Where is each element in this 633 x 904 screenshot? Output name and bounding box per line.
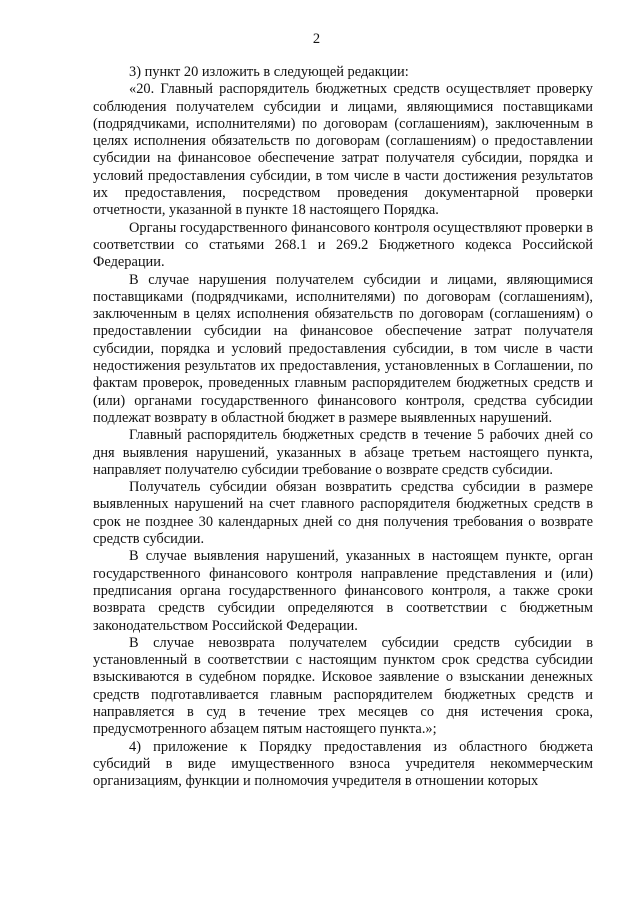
page-number: 2 [312, 31, 321, 47]
paragraph-court-recovery: В случае невозврата получателем субсидии средств субсидии в установленный в соответствии с настоящим пунктом срок средства субсидии взыскиваются в судебном порядке. Исковое заявление о взыскании денежных средств подготавливается главным распорядителем бюджетных средств и направляется в суд в течение трех месяцев со дня истечения срока, предусмотренного абзацем пятым настоящего пункта.»; [93, 634, 593, 738]
paragraph-item-3: 3) пункт 20 изложить в следующей редакции: [129, 64, 409, 80]
paragraph-point-20-control: «20. Главный распорядитель бюджетных средств осуществляет проверку соблюдения получателем субсидии и лицами, являющимися поставщиками (подрядчиками, исполнителями) по договорам (соглашениям), заключенным в целях исполнения обязательств по договорам (соглашениям) о предоставлении субсидии на финансовое обеспечение затрат получателя субсидии, порядка и условий предоставления субсидии, в том числе в части достижения результатов их предоставления, посредством проведения документарной проверки отчетности, указанной в пункте 18 настоящего Порядка. [93, 81, 593, 219]
paragraph-violation-refund: В случае нарушения получателем субсидии и лицами, являющимися поставщиками (подрядчиками, исполнителями) по договорам (соглашениям), заключенным в целях исполнения обязательств по договорам (соглашениям) о предоставлении субсидии на финансовое обеспечение затрат получателя субсидии, порядка и условий предоставления субсидии, в том числе в части недостижения результатов их предоставления, установленных в Соглашении, по фактам проверок, проведенных главным распорядителем бюджетных средств и (или) органами государственного финансового контроля, средства субсидии подлежат возврату в областной бюджет в размере выявленных нарушений. [93, 271, 593, 426]
paragraph-state-control-bodies: Органы государственного финансового контроля осуществляют проверки в соответствии со статьями 268.1 и 269.2 Бюджетного кодекса Российской Федерации. [93, 219, 593, 271]
paragraph-refund-request: Главный распорядитель бюджетных средств в течение 5 рабочих дней со дня выявления нарушений, указанных в абзаце третьем настоящего пункта, направляет получателю субсидии требование о возврате средств субсидии. [93, 427, 593, 478]
paragraph-control-order: В случае выявления нарушений, указанных в настоящем пункте, орган государственного финансового контроля направление представления и (или) предписания органа государственного финансового контроля, а также сроки возврата средств субсидии определяются в соответствии с бюджетным законодательством Российской Федерации. [93, 548, 593, 634]
document-body [93, 64, 593, 790]
paragraph-item-4: 4) приложение к Порядку предоставления из областного бюджета субсидий в виде имущественного взноса учредителя некоммерческим организациям, функции и полномочия учредителя в отношении которых [93, 738, 593, 790]
paragraph-refund-obligation: Получатель субсидии обязан возвратить средства субсидии в размере выявленных нарушений на счет главного распорядителя бюджетных средств в срок не позднее 30 календарных дней со дня получения требования о возврате средств субсидии. [93, 479, 593, 548]
